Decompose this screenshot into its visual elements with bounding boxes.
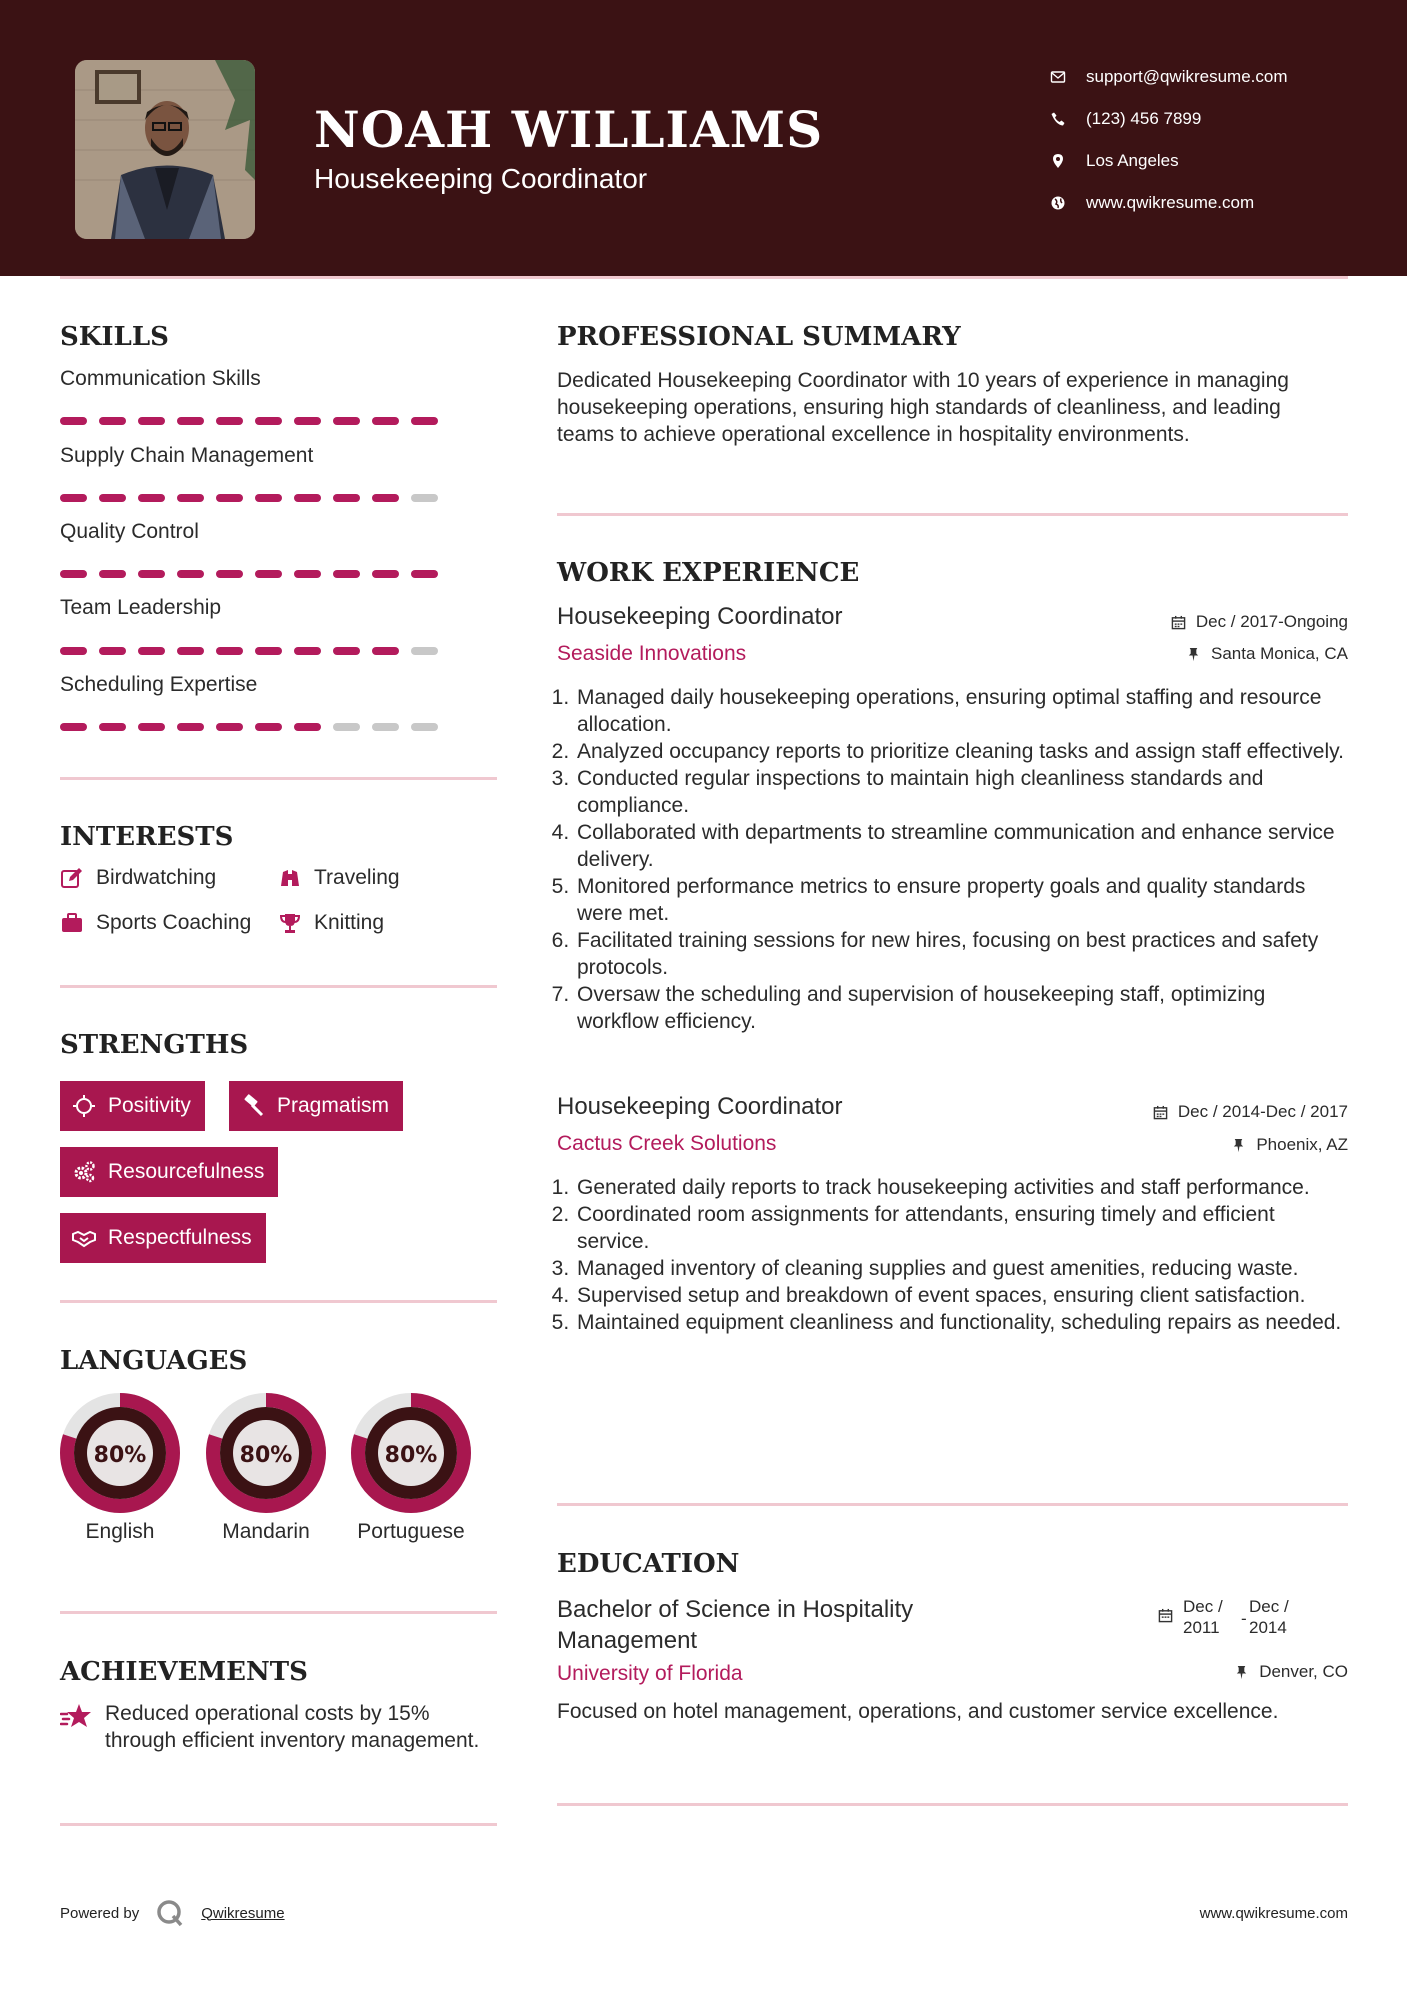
- calendar-icon: [1158, 1608, 1173, 1623]
- skill-dot-filled: [60, 723, 87, 731]
- job-dates: [1171, 612, 1348, 632]
- skill-rating: [60, 570, 438, 578]
- skill-dot-filled: [177, 570, 204, 578]
- skill-dot-filled: [294, 647, 321, 655]
- responsibility-item: 4. Collaborated with departments to streamline communication and enhance service delivery.: [575, 819, 1347, 873]
- education-location-text: Denver, CO: [1259, 1662, 1348, 1681]
- education-location: [1234, 1662, 1348, 1682]
- skill-dot-filled: [60, 570, 87, 578]
- achievement-item: [60, 1700, 480, 1754]
- skill-dot-filled: [411, 417, 438, 425]
- school-name: University of Florida: [557, 1662, 743, 1685]
- interest-item: [60, 866, 216, 890]
- job-location: [1186, 644, 1348, 664]
- skill-dot-filled: [216, 647, 243, 655]
- contact-website-text: www.qwikresume.com: [1086, 193, 1255, 212]
- skill-dot-filled: [138, 647, 165, 655]
- language-item: [196, 1392, 336, 1545]
- responsibility-item: 2. Coordinated room assignments for attendants, ensuring timely and efficient service.: [575, 1201, 1347, 1255]
- language-percent: 80%: [239, 1443, 293, 1468]
- skill-dot-filled: [333, 494, 360, 502]
- contact-email-text: support@qwikresume.com: [1086, 67, 1288, 86]
- responsibility-item: 4. Supervised setup and breakdown of event spaces, ensuring client satisfaction.: [575, 1282, 1347, 1309]
- responsibility-item: 6. Facilitated training sessions for new hires, focusing on best practices and safety protocols.: [575, 927, 1347, 981]
- skill-name: Quality Control: [60, 520, 199, 543]
- job-dates: [1153, 1102, 1348, 1122]
- summary-text: Dedicated Housekeeping Coordinator with 10 years of experience in managing housekeeping operations, ensuring high standards of cleanliness, and leading teams to achieve operational excellence in hospitality environments.: [557, 369, 1289, 446]
- strength-chip: [229, 1081, 403, 1131]
- contact-website[interactable]: [1050, 182, 1370, 224]
- language-name: Mandarin: [222, 1520, 310, 1543]
- education-title: EDUCATION: [557, 1549, 740, 1579]
- candidate-name: NOAH WILLIAMS: [314, 100, 824, 159]
- skill-dot-empty: [411, 723, 438, 731]
- contact-phone-text: (123) 456 7899: [1086, 109, 1202, 128]
- qwikresume-logo-icon: [155, 1898, 185, 1928]
- interest-item: [60, 911, 251, 935]
- language-percent: 80%: [93, 1443, 147, 1468]
- responsibility-item: 7. Oversaw the scheduling and supervision of housekeeping staff, optimizing workflow efficiency.: [575, 981, 1347, 1035]
- skill-dot-filled: [372, 647, 399, 655]
- strength-label: Resourcefulness: [108, 1160, 265, 1183]
- section-divider: [557, 513, 1348, 516]
- skill-dot-empty: [333, 723, 360, 731]
- job-title: Housekeeping Coordinator: [557, 1093, 843, 1120]
- skill-dot-filled: [138, 723, 165, 731]
- skill-dot-filled: [294, 570, 321, 578]
- language-progress-ring: [205, 1392, 327, 1514]
- interest-item: [278, 866, 400, 890]
- profile-photo-image: [75, 60, 255, 239]
- education-end-date: Dec / 2014: [1249, 1597, 1289, 1637]
- language-item: [342, 1392, 480, 1545]
- skill-dot-filled: [294, 723, 321, 731]
- company-name: Cactus Creek Solutions: [557, 1132, 777, 1155]
- skill-dot-filled: [177, 417, 204, 425]
- education-description: Focused on hotel management, operations, and customer service excellence.: [557, 1700, 1279, 1723]
- strength-chip: [60, 1081, 205, 1131]
- job-location: [1231, 1135, 1348, 1155]
- achievements-title: ACHIEVEMENTS: [60, 1657, 308, 1687]
- gavel-icon: [241, 1094, 265, 1118]
- pushpin-icon: [1186, 647, 1201, 662]
- gears-icon: [72, 1160, 96, 1184]
- job-responsibilities: [557, 684, 1347, 1035]
- responsibility-item: 1. Managed daily housekeeping operations, ensuring optimal staffing and resource allocation.: [575, 684, 1347, 738]
- edit-icon: [60, 866, 96, 890]
- section-divider: [60, 1823, 497, 1826]
- contact-location: [1050, 140, 1370, 182]
- skill-dot-filled: [99, 417, 126, 425]
- skill-dot-filled: [255, 417, 282, 425]
- section-divider: [60, 985, 497, 988]
- job-responsibilities: [557, 1174, 1347, 1336]
- footer-branding: [60, 1898, 285, 1928]
- skill-dot-filled: [255, 723, 282, 731]
- skill-dot-filled: [255, 570, 282, 578]
- responsibility-item: 5. Monitored performance metrics to ensure property goals and quality standards were met.: [575, 873, 1347, 927]
- phone-icon: [1050, 111, 1086, 127]
- skill-dot-empty: [411, 647, 438, 655]
- job-dates-text: Dec / 2014-Dec / 2017: [1177, 1102, 1348, 1121]
- briefcase-icon: [60, 911, 96, 935]
- responsibility-item: 5. Maintained equipment cleanliness and functionality, scheduling repairs as needed.: [575, 1309, 1347, 1336]
- skill-name: Team Leadership: [60, 596, 222, 619]
- skill-name: Scheduling Expertise: [60, 673, 258, 696]
- interest-label: Traveling: [314, 866, 400, 889]
- education-dates: [1158, 1596, 1301, 1638]
- skill-dot-filled: [177, 723, 204, 731]
- interest-label: Birdwatching: [96, 866, 217, 889]
- responsibility-item: 3. Conducted regular inspections to maintain high cleanliness standards and compliance.: [575, 765, 1347, 819]
- interest-label: Knitting: [314, 911, 385, 934]
- footer-url[interactable]: www.qwikresume.com: [1199, 1905, 1348, 1922]
- company-name: Seaside Innovations: [557, 642, 747, 665]
- strength-label: Positivity: [108, 1094, 191, 1117]
- skill-dot-filled: [177, 647, 204, 655]
- skill-dot-filled: [138, 570, 165, 578]
- skill-dot-filled: [216, 723, 243, 731]
- date-separator: -: [1241, 1609, 1247, 1628]
- contact-location-text: Los Angeles: [1086, 151, 1179, 170]
- skills-title: SKILLS: [60, 322, 169, 352]
- languages-title: LANGUAGES: [60, 1346, 248, 1376]
- summary-title: PROFESSIONAL SUMMARY: [557, 322, 961, 352]
- skill-dot-empty: [411, 494, 438, 502]
- section-divider: [60, 777, 497, 780]
- skill-dot-filled: [60, 647, 87, 655]
- header: [0, 0, 1407, 276]
- skill-dot-filled: [372, 570, 399, 578]
- star-icon: [60, 1702, 92, 1730]
- section-divider: [557, 1503, 1348, 1506]
- binoculars-icon: [278, 866, 314, 890]
- strength-chip: [60, 1213, 266, 1263]
- contact-list: [1050, 56, 1370, 224]
- handshake-icon: [72, 1226, 96, 1250]
- pushpin-icon: [1234, 1665, 1249, 1680]
- degree-title: Bachelor of Science in Hospitality Management: [557, 1596, 914, 1654]
- section-divider: [60, 1300, 497, 1303]
- strength-chip: [60, 1147, 278, 1197]
- interests-title: INTERESTS: [60, 822, 234, 852]
- skill-dot-filled: [60, 417, 87, 425]
- qwikresume-link[interactable]: Qwikresume: [201, 1904, 285, 1922]
- language-percent: 80%: [384, 1443, 438, 1468]
- skill-rating: [60, 723, 438, 731]
- section-divider: [60, 1611, 497, 1614]
- strength-label: Respectfulness: [108, 1226, 252, 1249]
- contact-phone[interactable]: [1050, 98, 1370, 140]
- skill-dot-filled: [216, 417, 243, 425]
- achievement-text: Reduced operational costs by 15% through efficient inventory management.: [105, 1702, 480, 1752]
- education-start-date: Dec / 2011: [1183, 1597, 1223, 1637]
- globe-icon: [1050, 195, 1086, 211]
- language-progress-ring: [350, 1392, 472, 1514]
- skill-dot-filled: [138, 494, 165, 502]
- powered-by-label: Powered by: [60, 1904, 140, 1922]
- interest-item: [278, 911, 384, 935]
- skill-name: Supply Chain Management: [60, 444, 314, 467]
- skill-dot-filled: [333, 647, 360, 655]
- skill-name: Communication Skills: [60, 367, 261, 390]
- skill-dot-filled: [294, 417, 321, 425]
- responsibility-item: 1. Generated daily reports to track housekeeping activities and staff performance.: [575, 1174, 1347, 1201]
- skill-dot-filled: [411, 570, 438, 578]
- job-dates-text: Dec / 2017-Ongoing: [1195, 612, 1348, 631]
- contact-email[interactable]: [1050, 56, 1370, 98]
- strengths-title: STRENGTHS: [60, 1030, 249, 1060]
- skill-dot-filled: [99, 570, 126, 578]
- sun-icon: [72, 1094, 96, 1118]
- skill-dot-filled: [99, 647, 126, 655]
- envelope-icon: [1050, 69, 1086, 85]
- language-item: [50, 1392, 190, 1545]
- skill-dot-filled: [255, 647, 282, 655]
- calendar-icon: [1171, 615, 1186, 630]
- calendar-icon: [1153, 1105, 1168, 1120]
- candidate-role: Housekeeping Coordinator: [314, 163, 648, 194]
- skill-dot-filled: [372, 417, 399, 425]
- interest-label: Sports Coaching: [96, 911, 252, 934]
- pushpin-icon: [1231, 1138, 1246, 1153]
- skill-dot-filled: [255, 494, 282, 502]
- skill-dot-filled: [99, 494, 126, 502]
- skill-rating: [60, 494, 438, 502]
- profile-photo: [75, 60, 255, 239]
- responsibility-item: 3. Managed inventory of cleaning supplies and guest amenities, reducing waste.: [575, 1255, 1347, 1282]
- language-name: Portuguese: [357, 1520, 465, 1543]
- job-location-text: Phoenix, AZ: [1256, 1135, 1348, 1154]
- job-title: Housekeeping Coordinator: [557, 603, 843, 630]
- trophy-icon: [278, 911, 314, 935]
- skill-dot-filled: [138, 417, 165, 425]
- skill-dot-filled: [177, 494, 204, 502]
- language-progress-ring: [59, 1392, 181, 1514]
- skill-dot-filled: [216, 494, 243, 502]
- section-divider: [557, 1803, 1348, 1806]
- skill-rating: [60, 647, 438, 655]
- strength-label: Pragmatism: [277, 1094, 390, 1117]
- skill-dot-filled: [60, 494, 87, 502]
- skill-dot-filled: [333, 417, 360, 425]
- header-divider: [60, 276, 1348, 279]
- experience-title: WORK EXPERIENCE: [557, 558, 860, 588]
- skill-dot-filled: [333, 570, 360, 578]
- skill-dot-filled: [372, 494, 399, 502]
- skill-dot-empty: [372, 723, 399, 731]
- skill-dot-filled: [99, 723, 126, 731]
- responsibility-item: 2. Analyzed occupancy reports to prioritize cleaning tasks and assign staff effectively.: [575, 738, 1347, 765]
- skill-rating: [60, 417, 438, 425]
- language-name: English: [85, 1520, 155, 1543]
- job-location-text: Santa Monica, CA: [1210, 644, 1348, 663]
- map-pin-icon: [1050, 153, 1086, 169]
- skill-dot-filled: [216, 570, 243, 578]
- skill-dot-filled: [294, 494, 321, 502]
